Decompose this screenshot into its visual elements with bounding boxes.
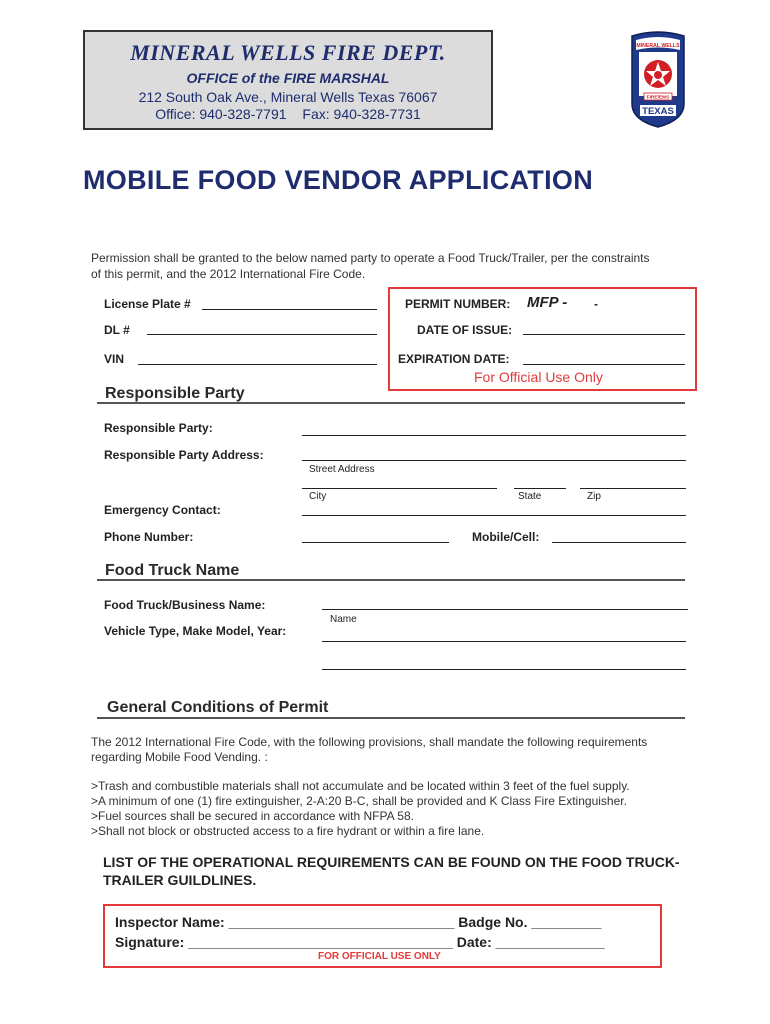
zip-field[interactable] <box>580 488 686 489</box>
phone-number-label: Phone Number: <box>104 530 194 544</box>
vehicle-type-label: Vehicle Type, Make Model, Year: <box>104 624 287 638</box>
conditions-heading: General Conditions of Permit <box>107 699 329 716</box>
phone-number-field[interactable] <box>302 542 449 543</box>
mobile-cell-label: Mobile/Cell: <box>472 530 540 544</box>
fire-dept-badge-icon <box>628 30 688 128</box>
office-phone: Office: 940-328-7791 <box>155 106 287 122</box>
responsible-party-label: Responsible Party: <box>104 421 213 435</box>
office-phone-fax <box>85 106 491 122</box>
dl-field[interactable] <box>147 334 377 335</box>
license-plate-field[interactable] <box>202 309 377 310</box>
official-use-note: For Official Use Only <box>474 369 603 385</box>
emergency-contact-field[interactable] <box>302 515 686 516</box>
permit-prefix: MFP - <box>527 294 568 311</box>
vehicle-type-field-2[interactable] <box>322 669 686 670</box>
section-divider <box>97 579 685 581</box>
official-use-footer: FOR OFFICIAL USE ONLY <box>318 951 441 962</box>
license-plate-label: License Plate # <box>104 297 191 311</box>
condition-item: >Shall not block or obstructed access to a fire hydrant or within a fire lane. <box>91 824 485 838</box>
condition-item: >A minimum of one (1) fire extinguisher, 2-A:20 B-C, shall be provided and K Class Fire Extinguisher. <box>91 794 627 808</box>
signature-date-line[interactable]: Signature: __________________________________ Date: ______________ <box>115 934 605 950</box>
permit-number-label: PERMIT NUMBER: <box>405 297 511 311</box>
condition-item: >Fuel sources shall be secured in accordance with NFPA 58. <box>91 809 414 823</box>
street-address-label: Street Address <box>309 464 375 475</box>
badge-bottom-text: TEXAS <box>642 106 674 117</box>
responsible-party-heading: Responsible Party <box>105 385 245 402</box>
badge-mid-text: FIRE/EMS <box>646 95 670 101</box>
date-of-issue-field[interactable] <box>523 334 685 335</box>
vin-field[interactable] <box>138 364 377 365</box>
state-field[interactable] <box>514 488 566 489</box>
name-label: Name <box>330 614 357 625</box>
mobile-cell-field[interactable] <box>552 542 686 543</box>
conditions-intro: The 2012 International Fire Code, with the following provisions, shall mandate the following requirements regarding Mobile Food Vending. : <box>91 735 648 764</box>
expiration-date-field[interactable] <box>523 364 685 365</box>
business-name-field[interactable] <box>322 609 688 610</box>
section-divider <box>97 717 685 719</box>
header-box <box>83 30 493 130</box>
responsible-party-field[interactable] <box>302 435 686 436</box>
inspector-name-badge-line[interactable]: Inspector Name: _____________________________ Badge No. _________ <box>115 914 602 930</box>
office-fax: Fax: 940-328-7731 <box>302 106 421 122</box>
date-of-issue-label: DATE OF ISSUE: <box>417 323 513 337</box>
zip-label: Zip <box>587 491 601 502</box>
emergency-contact-label: Emergency Contact: <box>104 503 221 517</box>
section-divider <box>97 402 685 404</box>
condition-item: >Trash and combustible materials shall not accumulate and be located within 3 feet of the fuel supply. <box>91 779 630 793</box>
state-label: State <box>518 491 542 502</box>
page-title: MOBILE FOOD VENDOR APPLICATION <box>83 165 594 195</box>
expiration-date-label: EXPIRATION DATE: <box>398 352 510 366</box>
city-field[interactable] <box>302 488 497 489</box>
permit-dash: - <box>594 297 598 311</box>
vin-label: VIN <box>104 352 125 366</box>
responsible-address-label: Responsible Party Address: <box>104 448 264 462</box>
city-label: City <box>309 491 327 502</box>
office-address: 212 South Oak Ave., Mineral Wells Texas 76067 <box>138 89 438 105</box>
badge-top-text: MINERAL WELLS <box>636 43 680 49</box>
street-address-field[interactable] <box>302 460 686 461</box>
intro-paragraph: Permission shall be granted to the below named party to operate a Food Truck/Trailer, per the constraints of this permit, and the 2012 International Fire Code. <box>91 251 650 281</box>
office-name: OFFICE of the FIRE MARSHAL <box>186 70 390 86</box>
department-name: MINERAL WELLS FIRE DEPT. <box>130 40 446 65</box>
operational-requirements-note: LIST OF THE OPERATIONAL REQUIREMENTS CAN BE FOUND ON THE FOOD TRUCK-TRAILER GUILDLINES. <box>103 854 680 888</box>
vehicle-type-field[interactable] <box>322 641 686 642</box>
dl-label: DL # <box>104 323 130 337</box>
food-truck-heading: Food Truck Name <box>105 562 240 579</box>
business-name-label: Food Truck/Business Name: <box>104 598 266 612</box>
